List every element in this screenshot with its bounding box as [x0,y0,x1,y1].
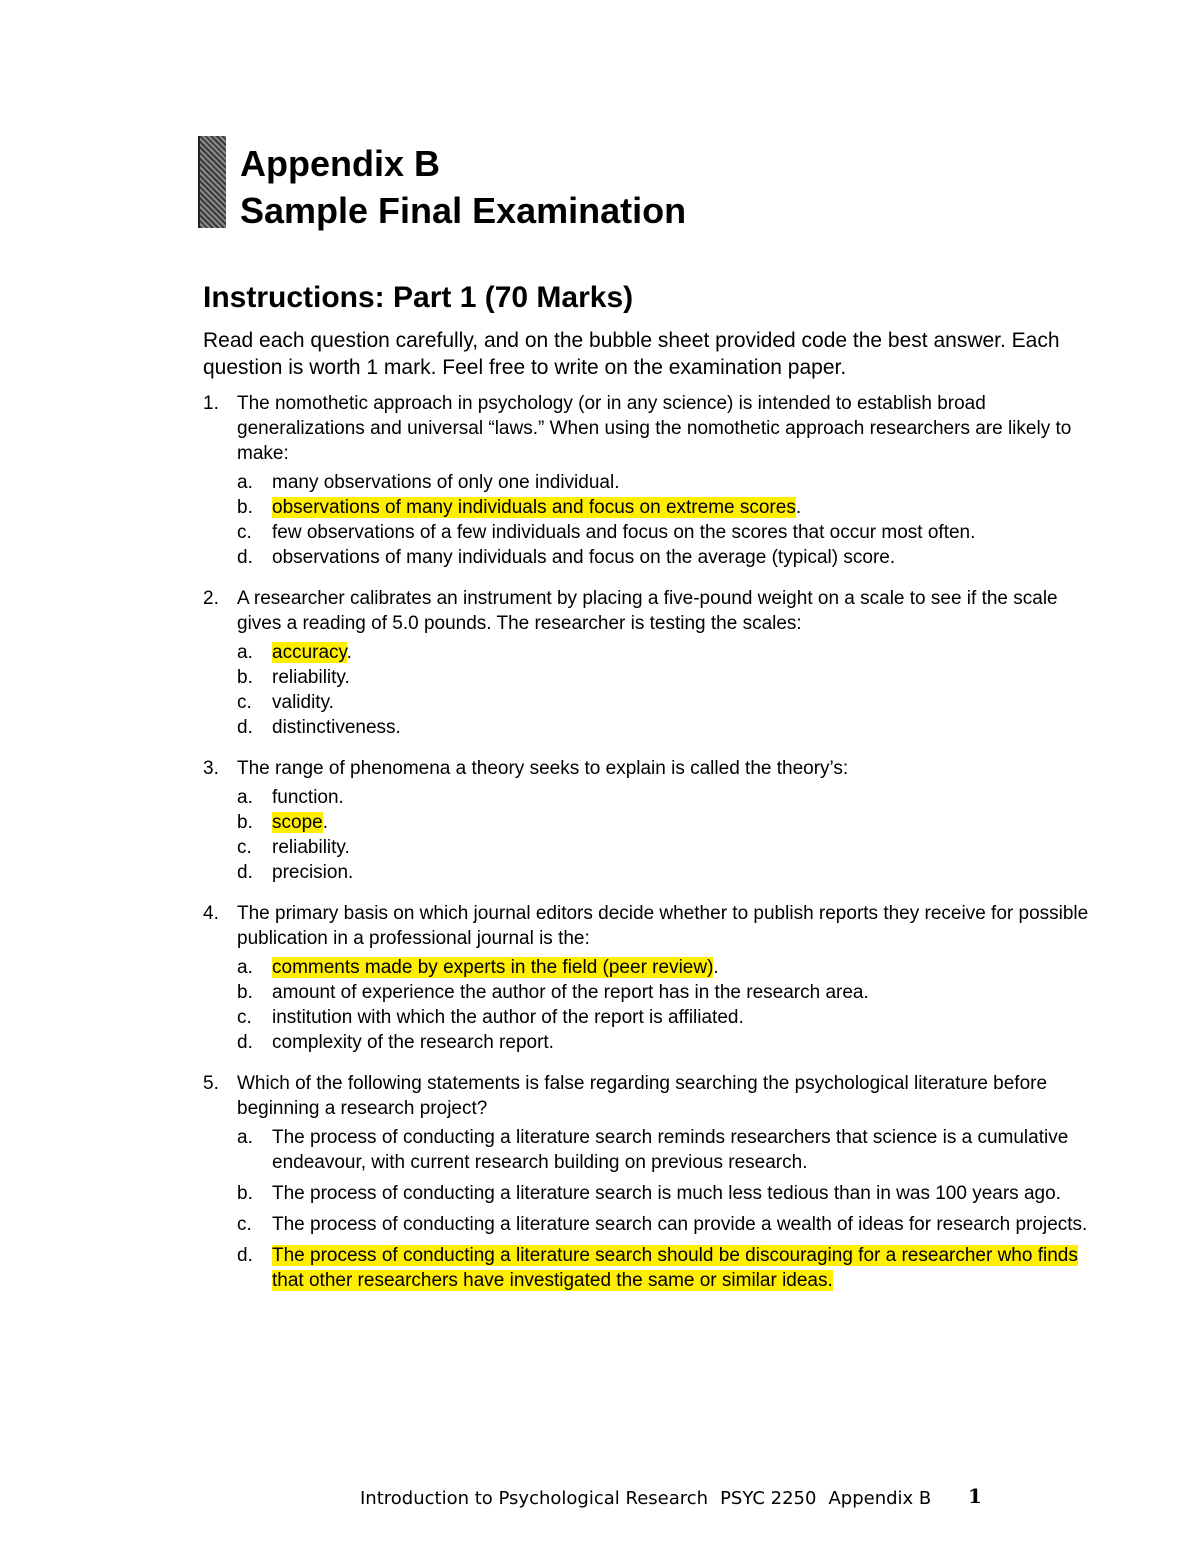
option-tail: . [322,812,328,833]
option-letter: c. [237,1214,252,1235]
option-letter: d. [237,717,253,738]
option-letter: c. [237,1007,252,1028]
option-d [237,715,1103,740]
page-title: Sample Final Examination [240,190,687,231]
option-list [237,955,1103,1055]
question-number: 2. [203,588,219,609]
option-d [237,1030,1103,1055]
option-letter: a. [237,957,253,978]
option-text: complexity of the research report. [272,1032,554,1053]
option-text: distinctiveness. [272,717,401,738]
option-letter: a. [237,1127,253,1148]
highlighted-answer-text: accuracy [272,642,347,663]
instructions-text: Read each question carefully, and on the bubble sheet provided code the best answer. Each question is worth 1 mark. Feel free to write on the examination paper. [203,329,1060,379]
option-a [237,640,1103,665]
option-text: institution with which the author of the report is affiliated. [272,1007,744,1028]
option-letter: b. [237,1183,253,1204]
option-text: The process of conducting a literature search is much less tedious than in was 100 years ago. [272,1183,1061,1204]
option-list [237,1125,1103,1293]
option-letter: c. [237,522,252,543]
option-text: few observations of a few individuals and focus on the scores that occur most often. [272,522,976,543]
option-letter: d. [237,1032,253,1053]
option-text: The process of conducting a literature search reminds researchers that science is a cumulative endeavour, with current research building on previous research. [272,1127,1069,1173]
option-text: The process of conducting a literature search can provide a wealth of ideas for research projects. [272,1214,1088,1235]
option-b [237,980,1103,1005]
option-letter: b. [237,812,253,833]
option-d [237,1243,1103,1293]
option-d [237,545,1103,570]
option-letter: a. [237,787,253,808]
highlighted-answer-text: comments made by experts in the field (peer review) [272,957,714,978]
question-number: 1. [203,393,219,414]
question-3 [203,756,1103,885]
option-letter: c. [237,692,252,713]
option-list [237,785,1103,885]
option-text: reliability. [272,837,350,858]
option-c [237,1212,1103,1237]
highlighted-answer-text: scope [272,812,323,833]
option-letter: d. [237,1245,253,1266]
question-list [203,391,1103,1309]
highlighted-answer-text: The process of conducting a literature search should be discouraging for a researcher who finds that other researchers have investigated the same or similar ideas. [272,1245,1078,1291]
option-text: observations of many individuals and focus on the average (typical) score. [272,547,896,568]
option-a [237,955,1103,980]
option-b [237,665,1103,690]
section-heading: Instructions: Part 1 (70 Marks) [203,281,634,314]
option-a [237,1125,1103,1175]
option-a [237,470,1103,495]
question-2 [203,586,1103,740]
option-letter: b. [237,667,253,688]
option-text: validity. [272,692,334,713]
option-letter: b. [237,982,253,1003]
footer-course-code: PSYC 2250 [720,1488,817,1509]
question-number: 4. [203,903,219,924]
option-tail: . [713,957,719,978]
option-letter: a. [237,642,253,663]
option-list [237,640,1103,740]
option-b [237,495,1103,520]
section-marker-bar [198,136,226,228]
option-letter: d. [237,547,253,568]
footer-course-title: Introduction to Psychological Research [360,1488,709,1509]
question-5 [203,1071,1103,1293]
option-c [237,690,1103,715]
option-c [237,835,1103,860]
page-number: 1 [968,1484,982,1508]
question-4 [203,901,1103,1055]
option-list [237,470,1103,570]
option-c [237,520,1103,545]
option-text: precision. [272,862,354,883]
option-letter: b. [237,497,253,518]
page-footer [360,1486,931,1512]
option-a [237,785,1103,810]
footer-appendix: Appendix B [828,1488,932,1509]
question-text: The range of phenomena a theory seeks to explain is called the theory’s: [237,758,849,779]
option-d [237,860,1103,885]
option-b [237,1181,1103,1206]
option-text: reliability. [272,667,350,688]
option-text: many observations of only one individual. [272,472,620,493]
appendix-title: Appendix B [240,143,441,184]
question-text: Which of the following statements is false regarding searching the psychological literature before beginning a research project? [237,1073,1048,1119]
question-text: The primary basis on which journal editors decide whether to publish reports they receive for possible publication in a professional journal is the: [237,903,1089,949]
option-text: amount of experience the author of the report has in the research area. [272,982,869,1003]
option-letter: a. [237,472,253,493]
option-tail: . [346,642,352,663]
question-number: 5. [203,1073,219,1094]
question-1 [203,391,1103,570]
option-letter: c. [237,837,252,858]
option-b [237,810,1103,835]
question-text: The nomothetic approach in psychology (or in any science) is intended to establish broad generalizations and universal “laws.” When using the nomothetic approach researchers are likely to make: [237,393,1072,464]
question-text: A researcher calibrates an instrument by placing a five-pound weight on a scale to see if the scale gives a reading of 5.0 pounds. The researcher is testing the scales: [237,588,1058,634]
option-c [237,1005,1103,1030]
question-number: 3. [203,758,219,779]
option-letter: d. [237,862,253,883]
option-tail: . [795,497,802,518]
highlighted-answer-text: observations of many individuals and focus on extreme scores [272,497,796,518]
option-text: function. [272,787,344,808]
